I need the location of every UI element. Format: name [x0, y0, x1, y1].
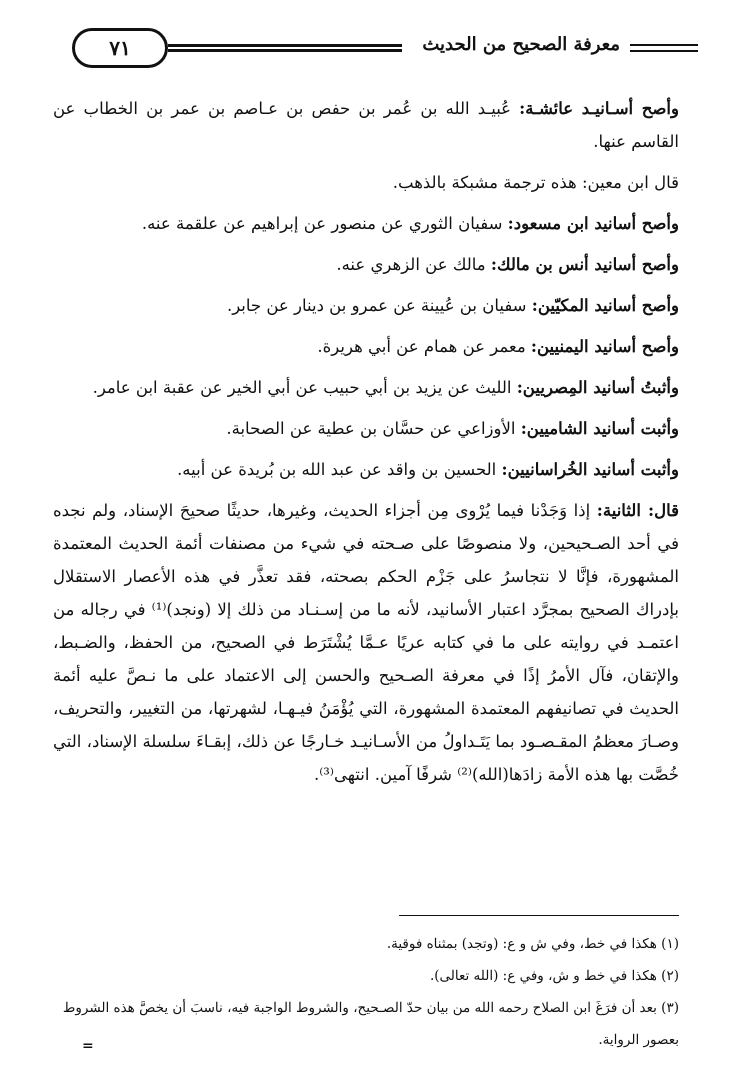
- header-rule-left: [168, 44, 402, 52]
- paragraph-lead: وأثبتُ أسانيد المِصريين:: [516, 378, 679, 397]
- paragraph-lead: وأصح أسانيد اليمنيين:: [530, 337, 679, 356]
- running-title: معرفة الصحيح من الحديث: [422, 34, 620, 55]
- footnotes: [53, 928, 679, 1056]
- paragraph-text: مالك عن الزهري عنه.: [336, 255, 491, 274]
- paragraph-text: إذا وَجَدْنا فيما يُرْوى مِن أجزاء الحديث، وغيرها، حديثًا صحيحَ الإسناد، ولم نجده في أحد الصـحيحين، ولا منصوصًا على صـحته في شيء من مصنفات أئمة الحديث المعتمدة المشهورة، فإنَّا لا نتجاسرُ على جَزْم الحكم بصحته، فقد تعذَّر في هذه الأعصار الاستقلال بإدراك الصحيح بمجرَّد اعتبار الأسانيد، لأنه ما من إسـنـاد من ذلك إلا (ونجد)⁽¹⁾ في رجاله من اعتمـد في روايته على ما في كتابه عريًا عـمَّا يُشْتَرَط في الصحيح، من الحفظ، والضـبط، والإتقان، فآل الأمرُ إذًا في معرفة الصـحيح والحسن إلى الاعتماد على ما نـصَّ عليه أئمة الحديث في تصانيفهم المعتمدة المشهورة، التي يُؤْمَنُ فيـهـا، لشهرتها، من التغيير، والتحريف، وصـارَ معظمُ المقـصـود بما يَتَـداولُ من الأسـانيـد خـارجًا عن ذلك، إبقـاءَ سلسلة الإسناد، التي خُصَّت بها هذه الأمة زادَها(الله)⁽²⁾ شرفًا آمين. انتهى⁽³⁾.: [53, 501, 679, 784]
- paragraph-lead: وأصح أسانيد أنس بن مالك:: [490, 255, 679, 274]
- paragraph-misriyyin: [53, 371, 679, 404]
- paragraph-lead: وأثبت أسانيد الخُراسانيين:: [501, 460, 679, 479]
- paragraph-text: الحسين بن واقد عن عبد الله بن بُريدة عن أبيه.: [177, 460, 502, 479]
- paragraph-aisha: [53, 92, 679, 158]
- paragraph-ibn-maeen: [53, 166, 679, 199]
- footnote-3: (٣) بعد أن فرَغَ ابن الصلاح رحمه الله من بيان حدّ الصـحيح، والشروط الواجبة فيه، ناسبَ أن يخصَّ هذه الشروط بعصور الرواية.: [62, 1000, 679, 1048]
- continuation-mark: =: [82, 1038, 94, 1054]
- footnote-1: (١) هكذا في خط، وفي ش و ع: (وتجد) بمثناه فوقية.: [386, 936, 679, 952]
- paragraph-yamaniyyin: [53, 330, 679, 363]
- header-rule-right: [630, 44, 698, 52]
- paragraph-lead: وأصح أسانيد ابن مسعود:: [507, 214, 679, 233]
- page-header: [72, 28, 698, 70]
- paragraph-makkiyyin: [53, 289, 679, 322]
- paragraph-shamiyyin: [53, 412, 679, 445]
- paragraph-lead: وأصح أسـانيـد عائشـة:: [519, 99, 679, 118]
- main-text: [53, 92, 679, 791]
- paragraph-text: سفيان الثوري عن منصور عن إبراهيم عن علقمة عنه.: [141, 214, 508, 233]
- footnote-2: (٢) هكذا في خط و ش، وفي ع: (الله تعالى).: [429, 968, 679, 984]
- page-number: ٧١: [72, 28, 168, 68]
- paragraph-text: الأوزاعي عن حسَّان بن عطية عن الصحابة.: [226, 419, 521, 438]
- paragraph-text: سفيان بن عُيينة عن عمرو بن دينار عن جابر.: [226, 296, 532, 315]
- paragraph-text: قال ابن معين: هذه ترجمة مشبكة بالذهب.: [392, 173, 679, 192]
- footnote-separator: [399, 915, 679, 916]
- paragraph-text: عُبيـد الله بن عُمر بن حفص بن عـاصم بن عمر بن الخطاب عن القاسم عنها.: [53, 99, 679, 151]
- paragraph-lead: قال: الثانية:: [596, 501, 679, 520]
- paragraph-lead: وأثبت أسانيد الشاميين:: [520, 419, 679, 438]
- paragraph-text: معمر عن همام عن أبي هريرة.: [317, 337, 531, 356]
- paragraph-text: الليث عن يزيد بن أبي حبيب عن أبي الخير عن عقبة ابن عامر.: [92, 378, 517, 397]
- paragraph-ibn-masud: [53, 207, 679, 240]
- paragraph-lead: وأصح أسانيد المكيّين:: [531, 296, 679, 315]
- paragraph-second-point: [53, 494, 679, 791]
- paragraph-khurasaniyyin: [53, 453, 679, 486]
- paragraph-anas: [53, 248, 679, 281]
